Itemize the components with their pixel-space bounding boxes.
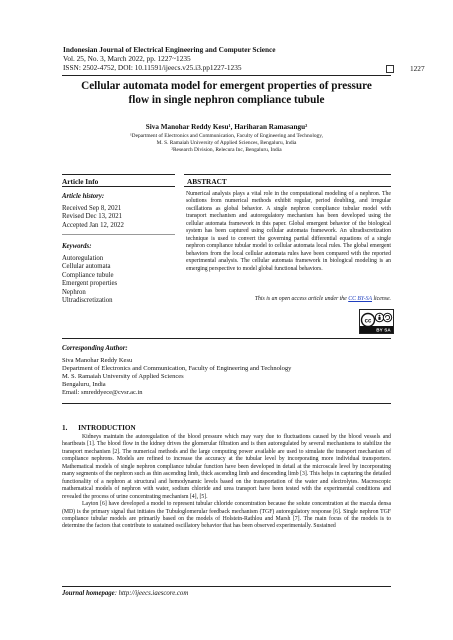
corresponding-university: M. S. Ramaiah University of Applied Sciences	[62, 373, 184, 381]
keywords-list	[62, 255, 117, 305]
history-divider	[62, 234, 175, 235]
license-line	[186, 296, 391, 302]
page-number: 1227	[410, 64, 425, 73]
page-box-icon	[386, 65, 394, 73]
issn-line: ISSN: 2502-4752, DOI: 10.11591/ijeecs.v25.i3.pp1227-1235	[63, 63, 242, 72]
info-top-rule	[62, 174, 175, 175]
badge-by-label: BY	[376, 327, 383, 333]
corresponding-department: Department of Electronics and Communication, Faculty of Engineering and Technology	[62, 365, 292, 373]
badge-sa-label: SA	[384, 327, 391, 333]
paper-title: Cellular automata model for emergent properties of pressure flow in single nephron compliance tubule	[81, 80, 372, 106]
history-received: Received Sep 8, 2021	[62, 205, 122, 212]
article-info-heading: Article Info	[62, 177, 99, 186]
keywords-heading: Keywords:	[62, 243, 92, 250]
header-rule	[62, 75, 391, 76]
keyword: Autoregulation	[62, 255, 104, 262]
keyword: Emergent properties	[62, 280, 118, 288]
footer-url[interactable]: : http://ijeecs.iaescore.com	[114, 590, 189, 597]
license-prefix: This is an open access article under the	[254, 296, 349, 302]
license-link[interactable]: CC BY-SA	[348, 296, 372, 302]
history-list	[62, 205, 124, 230]
keyword: Nephron	[62, 288, 86, 296]
cc-text: cc	[364, 318, 372, 325]
abstract-head-rule	[184, 186, 391, 187]
volume-line: Vol. 25, No. 3, March 2022, pp. 1227~1235	[63, 54, 191, 63]
journal-name: Indonesian Journal of Electrical Engineering and Computer Science	[63, 45, 276, 54]
affiliation-2: M. S. Ramaiah University of Applied Sciences, Bengaluru, India	[156, 140, 297, 146]
info-head-rule	[62, 186, 175, 187]
abstract-heading: ABSTRACT	[187, 177, 227, 186]
footer-label: Journal homepage	[62, 590, 115, 597]
abstract-text: Numerical analysis plays a vital role in the computational modeling of a nephron. The solutions from numerical methods exhibit regular, period doubling, and irregular oscillations as global behavior. A single nephron compliance tubular model with transport mechanism and autoregulatory mechanism has been developed using the cellular automata framework in this paper. Global emergent behavior of the biological system has been captured using cellular automata framework. An ultradiscretization technique is used to convert the governing partial differential equations of a single nephron compliance tubular model to cellular automata local rules. The global emergent behaviors from the local cellular automata rules have been compared with the reported experimental analysis. The cellular automata framework in biological modeling is an emerging perspective to model global functional behaviors.	[186, 191, 391, 272]
introduction-paragraph-1: Kidneys maintain the autoregulation of the blood pressure which may vary due to fluctuations caused by the blood vessels and heartbeats [1]. The blood flow in the kidney drives the glomerular filtration and is then autoregulated by several mechanisms to stabilize the transport mechanism [2]. The numerical methods and the large computing power available are used to simulate the transport mechanism of compliance nephrons. Models are refined to increase the accuracy at the tubular level by incorporating more individual transporters. Mathematical models of single nephron compliance tubular function have been developed in detail at the microscale level by incorporating many segments of the nephron such as thin ascending limb, thick ascending limb and descending limb [3]. This helps in capturing the detailed functionality of a nephron at structural and hemodynamic levels based on the transportation of the water and electrolytes. Macroscopic mathematical models of nephron with water, sodium chloride and urea transport have been tested with the experimental conditions and revealed the process of urine concentrating mechanism [4], [5].	[62, 434, 391, 500]
corresponding-city: Bengaluru, India	[62, 381, 106, 389]
cc-license-badge-icon[interactable]	[359, 309, 394, 334]
corresponding-author-details	[62, 357, 291, 397]
keyword: Cellular automata	[62, 263, 111, 271]
abstract-top-rule	[184, 174, 391, 175]
corresponding-name: Siva Manohar Reddy Kesu	[62, 357, 133, 364]
affiliation-3: ²Research Division, Relecura Inc, Bengaluru, India	[171, 147, 282, 153]
info-bottom-rule	[62, 338, 391, 339]
corresponding-author-heading: Corresponding Author:	[62, 345, 128, 352]
corresponding-bottom-rule	[62, 403, 391, 404]
footer-rule	[62, 586, 391, 587]
history-revised: Revised Dec 13, 2021	[62, 213, 123, 221]
keyword: Ultradiscretization	[62, 297, 113, 305]
corresponding-email[interactable]: Email: smreddyece@cvsr.ac.in	[62, 389, 143, 397]
introduction-paragraph-2: Layton [6] have developed a model to represent tubular chloride concentration because the solute concentration at the macula densa (MD) is the primary signal that initiates the Tubuloglomerular feedback mechanism (TGF) autoregulatory response [6]. Single nephron TGF compliance tubular models are primarily based on the models of Holstein-Rathlou and Marsh [7]. The main focus of the models is to determine the factors that contribute to sustained oscillatory behavior that has been observed experimentally. Sustained	[62, 501, 391, 530]
history-heading: Article history:	[62, 193, 105, 200]
introduction-heading: 1. INTRODUCTION	[62, 424, 136, 432]
introduction-body	[62, 434, 391, 531]
keyword: Compliance tubule	[62, 271, 114, 279]
affiliation-1: ¹Department of Electronics and Communication, Faculty of Engineering and Technology,	[130, 133, 323, 139]
history-accepted: Accepted Jan 12, 2022	[62, 221, 124, 229]
license-suffix: license.	[372, 296, 391, 302]
journal-homepage	[62, 590, 188, 597]
authors: Siva Manohar Reddy Kesu¹, Hariharan Ramasangu²	[145, 123, 308, 131]
